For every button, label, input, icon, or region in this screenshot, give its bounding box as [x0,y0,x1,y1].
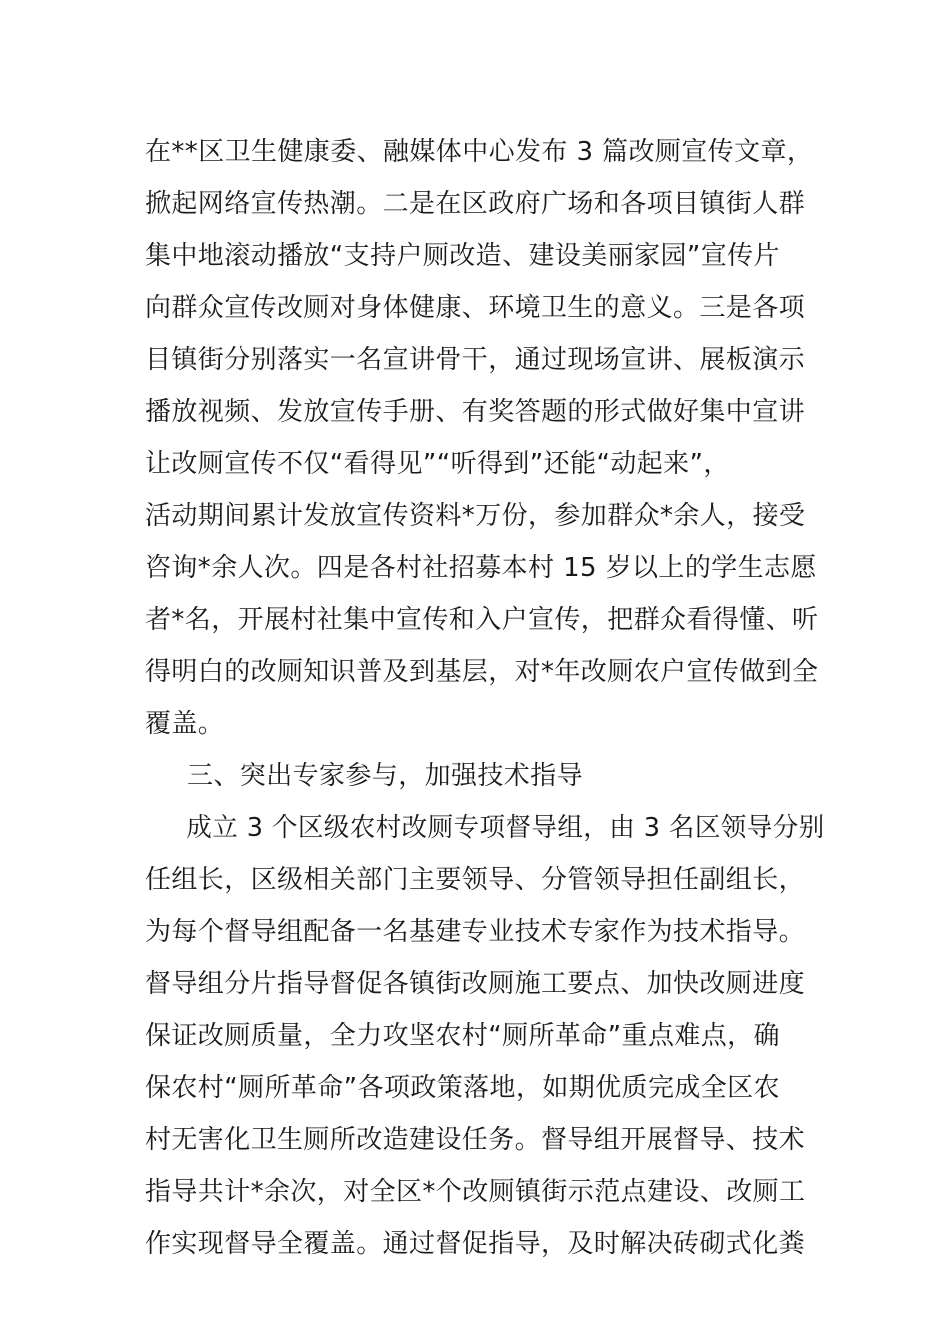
text-line: 活动期间累计发放宣传资料*万份，参加群众*余人，接受 [145,501,806,531]
section-heading: 三、突出专家参与，加强技术指导 [187,761,584,791]
text-line: 咨询*余人次。四是各村社招募本村 15 岁以上的学生志愿 [145,553,817,583]
text-line: 掀起网络宣传热潮。二是在区政府广场和各项目镇街人群 [145,189,806,219]
text-line: 保证改厕质量，全力攻坚农村“厕所革命”重点难点，确 [145,1021,780,1051]
text-line: 成立 3 个区级农村改厕专项督导组，由 3 名区领导分别 [186,813,825,843]
text-line: 为每个督导组配备一名基建专业技术专家作为技术指导。 [145,917,806,947]
text-line: 播放视频、发放宣传手册、有奖答题的形式做好集中宣讲 [145,397,806,427]
text-line: 指导共计*余次，对全区*个改厕镇街示范点建设、改厕工 [145,1177,806,1207]
text-line: 作实现督导全覆盖。通过督促指导，及时解决砖砌式化粪 [145,1229,806,1259]
text-line: 目镇街分别落实一名宣讲骨干，通过现场宣讲、展板演示 [145,345,806,375]
text-line: 者*名，开展村社集中宣传和入户宣传，把群众看得懂、听 [145,605,819,635]
text-line: 得明白的改厕知识普及到基层，对*年改厕农户宣传做到全 [145,657,819,687]
document-body [145,126,825,1270]
text-line: 集中地滚动播放“支持户厕改造、建设美丽家园”宣传片 [145,241,780,271]
text-line: 村无害化卫生厕所改造建设任务。督导组开展督导、技术 [145,1125,806,1155]
text-line: 保农村“厕所革命”各项政策落地，如期优质完成全区农 [145,1073,780,1103]
text-line: 覆盖。 [145,709,225,739]
text-line: 督导组分片指导督促各镇街改厕施工要点、加快改厕进度 [145,969,806,999]
text-line: 向群众宣传改厕对身体健康、环境卫生的意义。三是各项 [145,293,806,323]
text-line: 任组长，区级相关部门主要领导、分管领导担任副组长， [145,865,806,895]
text-line: 让改厕宣传不仅“看得见”“听得到”还能“动起来”， [145,449,730,479]
text-line: 在**区卫生健康委、融媒体中心发布 3 篇改厕宣传文章， [145,137,814,167]
